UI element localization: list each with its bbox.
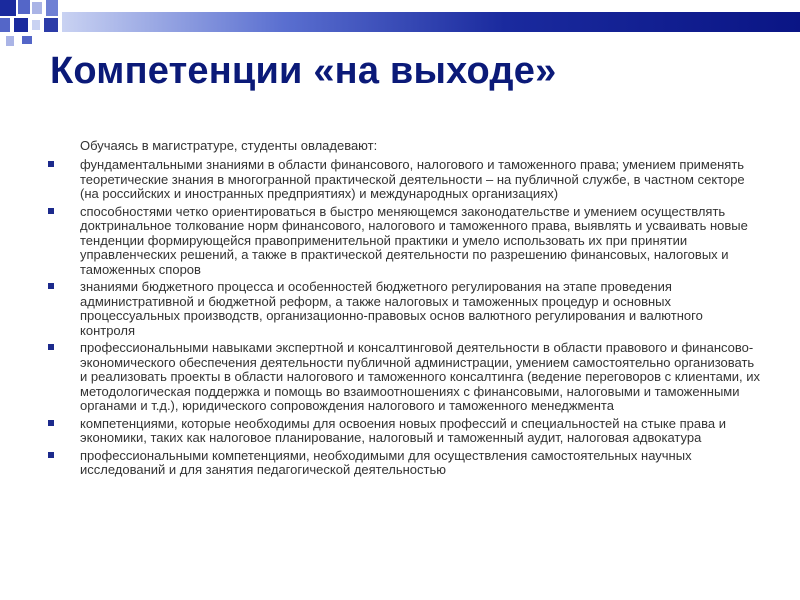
decor-square bbox=[32, 20, 40, 30]
square-bullet-icon bbox=[48, 208, 54, 214]
header-gradient-bar bbox=[62, 12, 800, 32]
square-bullet-icon bbox=[48, 420, 54, 426]
list-item-text: фундаментальными знаниями в области финансового, налогового и таможенного права; умением применять теоретические знания в многогранной практической деятельности – на публичной службе, в частном секторе (на российских и иностранных предприятиях) и международных организациях) bbox=[80, 157, 745, 201]
decor-square bbox=[46, 0, 58, 16]
decor-square bbox=[18, 0, 30, 14]
list-item-text: профессиональными компетенциями, необходимыми для осуществления самостоятельных научных исследований и для занятия педагогической деятельностью bbox=[80, 447, 692, 477]
decor-square bbox=[14, 18, 28, 32]
decor-square bbox=[0, 18, 10, 32]
decor-square bbox=[32, 2, 42, 14]
decor-square bbox=[0, 0, 16, 16]
slide-title: Компетенции «на выходе» bbox=[50, 50, 557, 92]
decor-square bbox=[6, 36, 14, 46]
square-bullet-icon bbox=[48, 452, 54, 458]
list-item-text: способностями четко ориентироваться в быстро меняющемся законодательстве и умением осуществлять доктринальное толкование норм финансового, налогового и таможенного права, выявлять и усваивать новые тенденции формирующейся правоприменительной практики и умело использовать их при принятии управленческих решений, а также в практической деятельности по разрешению финансовых, налоговых и таможенных споров bbox=[80, 203, 748, 277]
list-item bbox=[48, 158, 760, 202]
square-bullet-icon bbox=[48, 344, 54, 350]
list-item bbox=[48, 205, 760, 278]
list-item bbox=[48, 449, 760, 478]
list-item-text: компетенциями, которые необходимы для освоения новых профессий и специальностей на стыке права и экономики, таких как налоговое планирование, налоговый и таможенный аудит, налоговая адвокатура bbox=[80, 415, 726, 445]
square-bullet-icon bbox=[48, 283, 54, 289]
list-item-text: знаниями бюджетного процесса и особенностей бюджетного регулирования на этапе проведения административной и бюджетной реформ, а также налоговых и таможенных процедур и основных процессуальных производств, организационно-правовых основ валютного регулирования и валютного контроля bbox=[80, 279, 703, 338]
list-item bbox=[48, 341, 760, 414]
list-item-text: профессиональными навыками экспертной и консалтинговой деятельности в области правового и финансово-экономического обеспечения деятельности публичной администрации, умением самостоятельно организовать и реализовать проекты в области налогового и таможенного консалтинга (ведение переговоров с клиентами, их методологическая поддержка и помощь во взаимоотношениях с финансовыми, налоговыми и таможенными органами и т.д.), юридического сопровождения налогового и таможенного менеджмента bbox=[80, 340, 761, 413]
intro-text: Обучаясь в магистратуре, студенты овладевают: bbox=[80, 138, 378, 153]
list-item bbox=[48, 417, 760, 446]
decor-square bbox=[44, 18, 58, 32]
list-item bbox=[48, 280, 760, 338]
decor-square bbox=[22, 36, 32, 44]
competency-list bbox=[48, 158, 760, 481]
square-bullet-icon bbox=[48, 161, 54, 167]
